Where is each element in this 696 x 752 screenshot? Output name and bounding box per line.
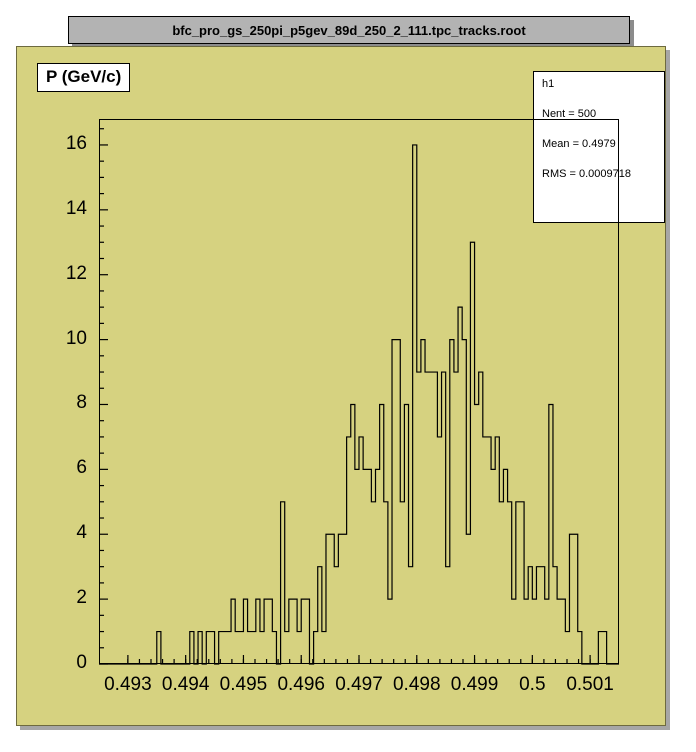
histogram-svg xyxy=(17,47,665,725)
stats-entries: Nent = 500 xyxy=(542,108,597,120)
axis-title-text: P (GeV/c) xyxy=(46,67,122,86)
histogram-outline xyxy=(99,145,619,664)
y-tick-label: 12 xyxy=(65,262,87,284)
y-tick-label: 10 xyxy=(65,327,87,349)
y-tick-label: 14 xyxy=(65,197,87,219)
y-tick-label: 2 xyxy=(76,587,87,609)
y-tick-label: 4 xyxy=(76,522,87,544)
y-tick-label: 6 xyxy=(76,457,87,479)
stats-rms: RMS = 0.0009718 xyxy=(542,168,631,180)
window-title-text: bfc_pro_gs_250pi_p5gev_89d_250_2_111.tpc_tracks.root xyxy=(172,22,526,38)
y-tick-label: 8 xyxy=(76,392,87,414)
x-tick-label: 0.498 xyxy=(392,674,441,695)
stats-mean: Mean = 0.4979 xyxy=(542,138,616,150)
axis-ticks xyxy=(99,129,590,664)
stats-histogram-name: h1 xyxy=(542,78,555,90)
x-tick-label: 0.495 xyxy=(219,674,268,695)
x-tick-label: 0.501 xyxy=(566,674,614,695)
chart-pad[interactable] xyxy=(16,46,666,726)
x-tick-label: 0.5 xyxy=(519,674,546,695)
x-tick-label: 0.499 xyxy=(450,674,499,695)
y-tick-label: 16 xyxy=(65,132,87,154)
plot-area xyxy=(17,47,665,725)
window-title-bar xyxy=(68,16,630,44)
x-tick-label: 0.494 xyxy=(161,674,210,695)
y-tick-label: 0 xyxy=(76,652,87,673)
x-tick-label: 0.493 xyxy=(104,674,152,695)
x-tick-label: 0.497 xyxy=(335,674,383,695)
x-tick-label: 0.496 xyxy=(277,674,325,695)
